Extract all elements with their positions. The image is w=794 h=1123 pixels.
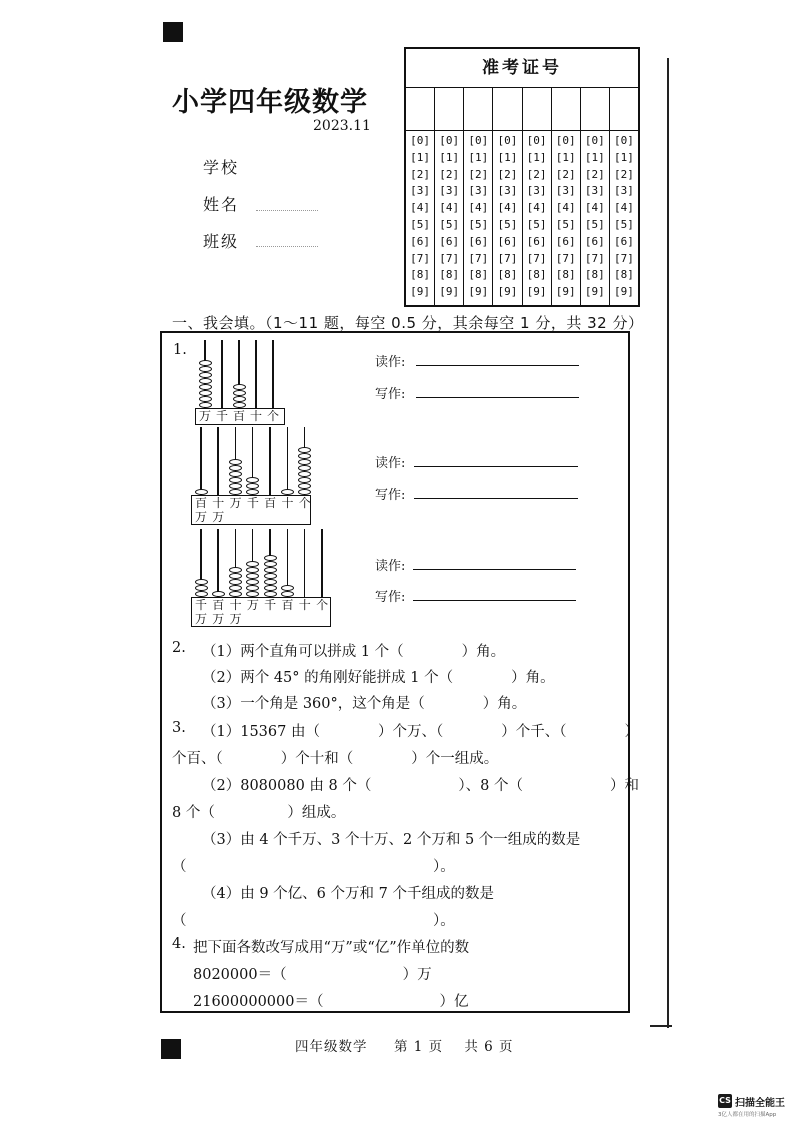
exam-digit-bubble[interactable]: [5] — [614, 217, 634, 231]
camscanner-logo: CS — [718, 1094, 732, 1108]
exam-digit-bubble[interactable]: [4] — [584, 201, 605, 215]
q3-line-2: 个百、（ ）个十和（ ）个一组成。 — [172, 751, 499, 767]
exam-digit-bubble[interactable]: [4] — [410, 201, 430, 215]
q3-line-7: （4）由 9 个亿、6 个万和 7 个千组成的数是 — [202, 886, 494, 902]
abacus-bead — [246, 477, 259, 483]
abacus-bead — [246, 573, 259, 579]
exam-digit-bubble[interactable]: [4] — [468, 201, 489, 215]
exam-digit-bubble[interactable]: [8] — [410, 268, 430, 282]
q3-line-6: （ ）。 — [172, 859, 455, 875]
abacus-place-label: 百 — [264, 496, 277, 510]
exam-digit-column — [552, 88, 581, 306]
next-page-border-bottom — [650, 1025, 672, 1027]
abacus-place-label: 万 — [198, 409, 211, 423]
abacus-bead — [246, 561, 259, 567]
exam-digit-bubble[interactable]: [3] — [555, 184, 576, 198]
exam-digit-bubble[interactable]: [7] — [584, 251, 605, 265]
exam-digit-bubble[interactable]: [0] — [497, 134, 518, 147]
exam-digit-column — [523, 88, 552, 306]
exam-digit-bubble[interactable]: [5] — [584, 217, 605, 231]
exam-digit-bubble[interactable]: [6] — [555, 234, 576, 248]
abacus-place-label: 十 — [249, 409, 262, 423]
abacus-bead — [195, 585, 208, 591]
exam-digit-bubble[interactable]: [5] — [439, 217, 460, 231]
abacus-bead — [199, 372, 212, 378]
exam-digit-bubble[interactable]: [8] — [497, 268, 518, 282]
abacus-rod — [255, 340, 257, 408]
exam-digit-bubble[interactable]: [6] — [526, 234, 547, 248]
abacus-place-label: 个 — [316, 598, 329, 612]
class-field[interactable] — [256, 245, 318, 247]
abacus-place-label: 个 — [266, 409, 279, 423]
exam-digit-bubble[interactable]: [0] — [614, 134, 634, 147]
abacus-place-label: 十 — [298, 598, 311, 612]
abacus-rod — [221, 340, 223, 408]
exam-digit-write-cell[interactable] — [493, 88, 521, 131]
abacus-bead — [298, 483, 311, 489]
exam-digit-bubble[interactable]: [0] — [468, 134, 489, 147]
exam-digit-write-cell[interactable] — [610, 88, 638, 131]
exam-digit-write-cell[interactable] — [464, 88, 492, 131]
exam-digit-bubble[interactable]: [3] — [584, 184, 605, 198]
exam-digit-bubble[interactable]: [2] — [526, 167, 547, 181]
abacus-bead — [246, 567, 259, 573]
abacus-bead — [233, 384, 246, 390]
abacus-bead — [229, 573, 242, 579]
name-label: 姓名 — [203, 195, 240, 214]
footer-subject: 四年级数学 — [295, 1039, 368, 1055]
q4-line-2: 21600000000＝（ ）亿 — [193, 994, 469, 1010]
abacus-rod — [217, 529, 219, 597]
abacus-place-label: 十 — [229, 598, 242, 612]
abacus-place-label: 千 — [246, 496, 259, 510]
abacus-bead — [229, 471, 242, 477]
exam-digit-bubble[interactable]: [2] — [439, 167, 460, 181]
exam-digit-column — [435, 88, 464, 306]
exam-digit-bubble[interactable]: [7] — [614, 251, 634, 265]
exam-digit-bubble[interactable]: [5] — [555, 217, 576, 231]
exam-digit-bubble[interactable]: [9] — [526, 285, 547, 299]
exam-digit-bubble[interactable]: [4] — [526, 201, 547, 215]
read-label-3: 读作: — [375, 559, 406, 574]
exam-digit-bubble[interactable]: [0] — [584, 134, 605, 147]
q3-number: 3. — [172, 720, 186, 736]
exam-digit-write-cell[interactable] — [435, 88, 463, 131]
exam-digit-bubble[interactable]: [1] — [526, 150, 547, 164]
abacus-rod — [321, 529, 323, 597]
exam-digit-bubble[interactable]: [1] — [555, 150, 576, 164]
exam-digit-bubble[interactable]: [1] — [439, 150, 460, 164]
q3-line-3: （2）8080080 由 8 个（ ）、8 个（ ）和 — [202, 778, 639, 794]
exam-digit-bubble[interactable]: [9] — [410, 285, 430, 299]
exam-digit-bubble[interactable]: [2] — [614, 167, 634, 181]
abacus-bead — [298, 453, 311, 459]
exam-digit-bubble[interactable]: [3] — [439, 184, 460, 198]
page-footer — [295, 1035, 513, 1055]
camscanner-tagline: 3亿人都在用的扫描App — [718, 1112, 777, 1118]
read-label-2: 读作: — [375, 456, 406, 471]
exam-digit-bubble[interactable]: [4] — [439, 201, 460, 215]
exam-digit-bubble[interactable]: [8] — [614, 268, 634, 282]
camscanner-name: 扫描全能王 — [735, 1098, 785, 1109]
abacus-bead — [199, 366, 212, 372]
registration-marker-top — [163, 22, 183, 42]
q4-number: 4. — [172, 936, 186, 952]
registration-marker-bottom — [161, 1039, 181, 1059]
abacus-rod — [200, 427, 202, 495]
abacus-place-label-bottom: 万 — [229, 612, 242, 626]
write-answer-1[interactable] — [416, 397, 579, 398]
abacus-bead — [195, 579, 208, 585]
abacus-place-label: 百 — [212, 598, 225, 612]
next-page-border — [667, 58, 669, 1028]
exam-digit-bubble[interactable]: [3] — [614, 184, 634, 198]
exam-digit-bubble[interactable]: [8] — [555, 268, 576, 282]
exam-digit-bubble[interactable]: [7] — [555, 251, 576, 265]
abacus-place-label-bottom: 万 — [212, 510, 225, 524]
exam-digit-bubble[interactable]: [2] — [468, 167, 489, 181]
abacus-place-label: 万 — [246, 598, 259, 612]
abacus-bead — [199, 384, 212, 390]
exam-digit-bubble[interactable]: [2] — [555, 167, 576, 181]
q3-line-1: （1）15367 由（ ）个万、（ ）个千、（ ） — [202, 724, 639, 740]
exam-digit-bubble[interactable]: [1] — [497, 150, 518, 164]
abacus-bead — [229, 585, 242, 591]
abacus-place-label: 百 — [232, 409, 245, 423]
abacus-bead — [229, 477, 242, 483]
name-field[interactable] — [256, 209, 318, 211]
abacus-bead — [298, 477, 311, 483]
exam-digit-bubble[interactable]: [3] — [497, 184, 518, 198]
exam-digit-bubble[interactable]: [6] — [497, 234, 518, 248]
exam-number-title: 准考证号 — [406, 49, 638, 88]
exam-digit-bubble[interactable]: [6] — [614, 234, 634, 248]
exam-digit-bubble[interactable]: [7] — [410, 251, 430, 265]
abacus-bead — [264, 555, 277, 561]
write-label-3: 写作: — [375, 590, 406, 605]
abacus-place-label-bottom: 万 — [212, 612, 225, 626]
exam-digit-bubble[interactable]: [4] — [614, 201, 634, 215]
exam-digit-bubble[interactable]: [6] — [468, 234, 489, 248]
write-answer-3[interactable] — [413, 600, 576, 601]
abacus-2 — [191, 427, 311, 527]
abacus-rod — [272, 340, 274, 408]
abacus-bead — [233, 390, 246, 396]
exam-digit-bubble[interactable]: [4] — [555, 201, 576, 215]
exam-digit-bubble[interactable]: [1] — [614, 150, 634, 164]
exam-digit-bubble[interactable]: [3] — [468, 184, 489, 198]
section-heading: 一、我会填。（1～11 题，每空 0.5 分，其余每空 1 分，共 32 分） — [172, 314, 644, 332]
write-answer-2[interactable] — [414, 498, 578, 499]
abacus-bead — [298, 459, 311, 465]
abacus-place-label: 千 — [194, 598, 207, 612]
exam-digit-bubble[interactable]: [5] — [468, 217, 489, 231]
read-label-1: 读作: — [375, 355, 406, 370]
abacus-bead — [199, 390, 212, 396]
exam-digit-bubble[interactable]: [1] — [468, 150, 489, 164]
q3-line-5: （3）由 4 个千万、3 个十万、2 个万和 5 个一组成的数是 — [202, 832, 581, 848]
exam-digit-bubble[interactable]: [0] — [555, 134, 576, 147]
exam-digit-bubble[interactable]: [5] — [497, 217, 518, 231]
exam-digit-column — [581, 88, 610, 306]
q4-line-1: 8020000＝（ ）万 — [193, 967, 432, 983]
q2-item-1: （1）两个直角可以拼成 1 个（ ）角。 — [202, 644, 506, 660]
abacus-rod — [304, 529, 306, 597]
abacus-bead — [298, 447, 311, 453]
abacus-3 — [191, 529, 331, 629]
abacus-rod — [287, 427, 289, 495]
abacus-bead — [199, 396, 212, 402]
exam-digit-write-cell[interactable] — [581, 88, 609, 131]
exam-digit-bubble[interactable]: [7] — [526, 251, 547, 265]
exam-digit-bubble[interactable]: [6] — [584, 234, 605, 248]
q2-item-3: （3）一个角是 360°，这个角是（ ）角。 — [202, 696, 527, 712]
write-label-2: 写作: — [375, 488, 406, 503]
abacus-place-label: 十 — [281, 496, 294, 510]
exam-number-box — [404, 47, 640, 307]
exam-date: 2023.11 — [313, 118, 371, 134]
abacus-1 — [195, 340, 285, 425]
abacus-bead — [246, 585, 259, 591]
abacus-place-label: 百 — [281, 598, 294, 612]
abacus-bead — [229, 483, 242, 489]
school-label: 学校 — [203, 158, 240, 177]
abacus-bead — [264, 561, 277, 567]
q2-number: 2. — [172, 640, 186, 656]
exam-digit-write-cell[interactable] — [552, 88, 580, 131]
abacus-bead — [229, 465, 242, 471]
q2-item-2: （2）两个 45° 的角刚好能拼成 1 个（ ）角。 — [202, 670, 555, 686]
abacus-bead — [281, 585, 294, 591]
class-label: 班级 — [203, 232, 240, 251]
abacus-rod — [217, 427, 219, 495]
abacus-place-label: 百 — [194, 496, 207, 510]
abacus-bead — [246, 579, 259, 585]
exam-digit-bubble[interactable]: [5] — [410, 217, 430, 231]
abacus-bead — [264, 567, 277, 573]
exam-digit-bubble[interactable]: [7] — [497, 251, 518, 265]
exam-digit-write-cell[interactable] — [523, 88, 551, 131]
exam-digit-bubble[interactable]: [0] — [410, 134, 430, 147]
read-answer-1[interactable] — [416, 365, 579, 366]
abacus-bead — [246, 483, 259, 489]
exam-digit-bubble[interactable]: [2] — [410, 167, 430, 181]
abacus-place-label-bottom: 万 — [194, 510, 207, 524]
read-answer-3[interactable] — [413, 569, 576, 570]
exam-digit-bubble[interactable]: [3] — [526, 184, 547, 198]
exam-digit-bubble[interactable]: [3] — [410, 184, 430, 198]
exam-digit-bubble[interactable]: [7] — [468, 251, 489, 265]
abacus-place-label-bottom: 万 — [194, 612, 207, 626]
exam-digit-bubble[interactable]: [5] — [526, 217, 547, 231]
exam-digit-bubble[interactable]: [1] — [584, 150, 605, 164]
exam-digit-bubble[interactable]: [2] — [584, 167, 605, 181]
abacus-place-label: 千 — [215, 409, 228, 423]
abacus-bead — [233, 396, 246, 402]
abacus-bead — [298, 465, 311, 471]
abacus-bead — [229, 459, 242, 465]
abacus-place-label: 个 — [298, 496, 311, 510]
exam-digit-bubble[interactable]: [0] — [526, 134, 547, 147]
footer-page: 第 1 页 — [393, 1039, 444, 1055]
abacus-bead — [229, 579, 242, 585]
abacus-place-label: 万 — [229, 496, 242, 510]
abacus-place-label: 十 — [212, 496, 225, 510]
page-title: 小学四年级数学 — [172, 87, 368, 118]
exam-digit-column — [493, 88, 522, 306]
exam-digit-column — [464, 88, 493, 306]
exam-digit-bubble[interactable]: [0] — [439, 134, 460, 147]
abacus-bead — [199, 360, 212, 366]
exam-number-columns — [406, 88, 638, 306]
exam-digit-bubble[interactable]: [6] — [439, 234, 460, 248]
abacus-bead — [264, 573, 277, 579]
exam-digit-bubble[interactable]: [9] — [555, 285, 576, 299]
footer-total: 共 6 页 — [464, 1039, 514, 1055]
exam-digit-bubble[interactable]: [8] — [468, 268, 489, 282]
exam-digit-bubble[interactable]: [9] — [497, 285, 518, 299]
exam-digit-bubble[interactable]: [9] — [584, 285, 605, 299]
exam-digit-bubble[interactable]: [8] — [526, 268, 547, 282]
exam-digit-bubble[interactable]: [4] — [497, 201, 518, 215]
abacus-place-label: 千 — [264, 598, 277, 612]
exam-digit-bubble[interactable]: [9] — [614, 285, 634, 299]
q3-line-4: 8 个（ ）组成。 — [172, 805, 346, 821]
exam-digit-column — [406, 88, 435, 306]
exam-digit-bubble[interactable]: [6] — [410, 234, 430, 248]
q1-number: 1. — [173, 342, 187, 358]
exam-digit-column — [610, 88, 638, 306]
exam-digit-bubble[interactable]: [9] — [468, 285, 489, 299]
abacus-bead — [199, 378, 212, 384]
read-answer-2[interactable] — [414, 466, 578, 467]
abacus-bead — [264, 579, 277, 585]
exam-digit-bubble[interactable]: [7] — [439, 251, 460, 265]
abacus-bead — [264, 585, 277, 591]
q3-line-8: （ ）。 — [172, 913, 455, 929]
write-label-1: 写作: — [375, 387, 406, 402]
exam-digit-bubble[interactable]: [8] — [439, 268, 460, 282]
abacus-bead — [229, 567, 242, 573]
exam-digit-bubble[interactable]: [1] — [410, 150, 430, 164]
abacus-bead — [298, 471, 311, 477]
abacus-rod — [269, 427, 271, 495]
exam-digit-bubble[interactable]: [8] — [584, 268, 605, 282]
exam-digit-bubble[interactable]: [9] — [439, 285, 460, 299]
exam-digit-write-cell[interactable] — [406, 88, 434, 131]
exam-digit-bubble[interactable]: [2] — [497, 167, 518, 181]
q4-text: 把下面各数改写成用“万”或“亿”作单位的数 — [193, 940, 470, 956]
